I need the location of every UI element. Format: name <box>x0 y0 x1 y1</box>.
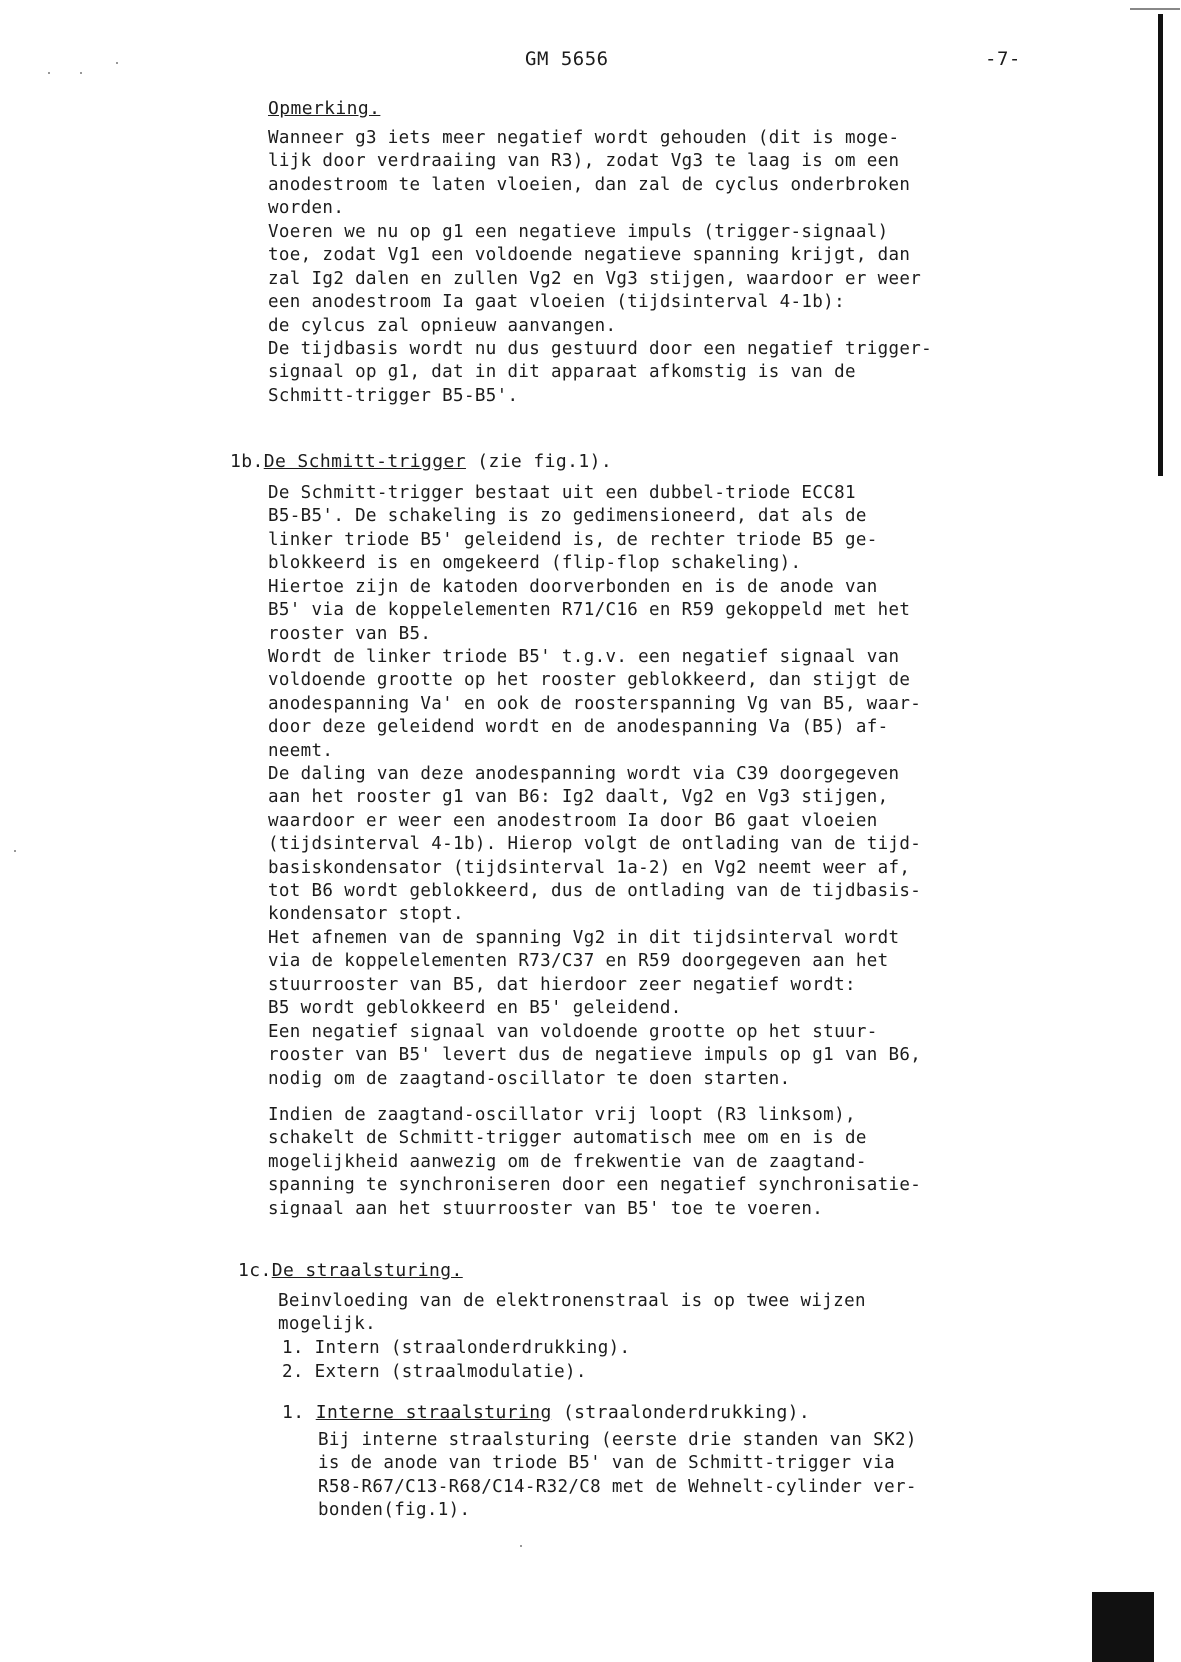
body-paragraph: Het afnemen van de spanning Vg2 in dit tijdsinterval wordt via de koppelelementen R73/C37 en R59 doorgegeven aan het stuurrooster van B5, dat hierdoor zeer negatief wordt: B5 wordt geblokkeerd en B5' geleidend. <box>268 928 900 1019</box>
body-paragraph: Beinvloeding van de elektronenstraal is op twee wijzen mogelijk. <box>278 1291 866 1335</box>
section-heading-1b <box>230 451 612 472</box>
section-title: De Schmitt-trigger <box>263 451 466 472</box>
section-number: 1c. <box>238 1260 272 1281</box>
section-title-suffix: (zie fig.1). <box>465 451 613 472</box>
scan-corner-mark <box>1092 1592 1154 1662</box>
remark-paragraph: De tijdbasis wordt nu dus gestuurd door een negatief trigger- signaal op g1, dat in dit apparaat afkomstig is van de Schmitt-trigger B5-B5'. <box>268 339 933 406</box>
scan-speck <box>48 72 50 74</box>
list-item: 1. Intern (straalonderdrukking). <box>282 1338 631 1358</box>
remark-paragraph: Wanneer g3 iets meer negatief wordt gehouden (dit is moge- lijk door verdraaiing van R3), zodat Vg3 te laag is om een anodestroom te laten vloeien, dan zal de cyclus onderbroken worden. <box>268 128 911 219</box>
subsection-number: 1. <box>282 1402 316 1423</box>
list-item: 2. Extern (straalmodulatie). <box>282 1362 587 1382</box>
scan-margin-bar <box>1158 14 1163 476</box>
scan-speck <box>80 72 82 74</box>
remark-paragraph: Voeren we nu op g1 een negatieve impuls (trigger-signaal) toe, zodat Vg1 een voldoende negatieve spanning krijgt, dan zal Ig2 dalen en zullen Vg2 en Vg3 stijgen, waardoor er weer een anodestroom Ia gaat vloeien (tijdsinterval 4-1b): de cylcus zal opnieuw aanvangen. <box>268 222 922 336</box>
section-heading-1c <box>238 1260 463 1281</box>
section-number: 1b. <box>230 451 264 472</box>
page-number: -7- <box>985 48 1021 70</box>
scan-speck <box>116 62 118 64</box>
subsection-heading <box>282 1402 810 1423</box>
body-paragraph: Bij interne straalsturing (eerste drie standen van SK2) is de anode van triode B5' van de Schmitt-trigger via R58-R67/C13-R68/C14-R32/C8 met de Wehnelt-cylinder ver- bonden(fig.1). <box>318 1430 917 1521</box>
body-paragraph: De Schmitt-trigger bestaat uit een dubbel-triode ECC81 B5-B5'. De schakeling is zo gedimensioneerd, dat als de linker triode B5' geleidend is, de rechter triode B5 ge- blokkeerd is en omgekeerd (flip-flop schakeling). <box>268 483 878 574</box>
body-paragraph: De daling van deze anodespanning wordt via C39 doorgegeven aan het rooster g1 van B6: Ig2 daalt, Vg2 en Vg3 stijgen, waardoor er weer een anodestroom Ia door B6 gaat vloeien (tijdsinterval 4-1b). Hierop volgt de ontlading van de tijd- basiskondensator (tijdsinterval 1a-2) en Vg2 neemt weer af, tot B6 wordt geblokkeerd, dus de ontlading van de tijdbasis- kondensator stopt. <box>268 764 922 925</box>
scan-edge-line <box>1130 8 1180 10</box>
body-paragraph: Hiertoe zijn de katoden doorverbonden en is de anode van B5' via de koppelelementen R71/C16 en R59 gekoppeld met het rooster van B5. <box>268 577 911 644</box>
remark-title: Opmerking. <box>268 98 381 119</box>
scan-speck <box>14 850 16 852</box>
subsection-title: Interne straalsturing <box>315 1402 552 1423</box>
body-paragraph: Wordt de linker triode B5' t.g.v. een negatief signaal van voldoende grootte op het rooster geblokkeerd, dan stijgt de anodespanning Va' en ook de roosterspanning Vg van B5, waar- door deze geleidend wordt en de anodespanning Va (B5) af- neemt. <box>268 647 922 761</box>
body-paragraph: Indien de zaagtand-oscillator vrij loopt (R3 linksom), schakelt de Schmitt-trigger automatisch mee om en is de mogelijkheid aanwezig om de frekwentie van de zaagtand- spanning te synchroniseren door een negatief synchronisatie- signaal aan het stuurrooster van B5' toe te voeren. <box>268 1105 922 1219</box>
document-id: GM 5656 <box>525 48 609 70</box>
section-title: De straalsturing. <box>271 1260 463 1281</box>
body-paragraph: Een negatief signaal van voldoende grootte op het stuur- rooster van B5' levert dus de negatieve impuls op g1 van B6, nodig om de zaagtand-oscillator te doen starten. <box>268 1022 922 1089</box>
scan-speck <box>520 1545 522 1547</box>
subsection-title-suffix: (straalonderdrukking). <box>551 1402 811 1423</box>
